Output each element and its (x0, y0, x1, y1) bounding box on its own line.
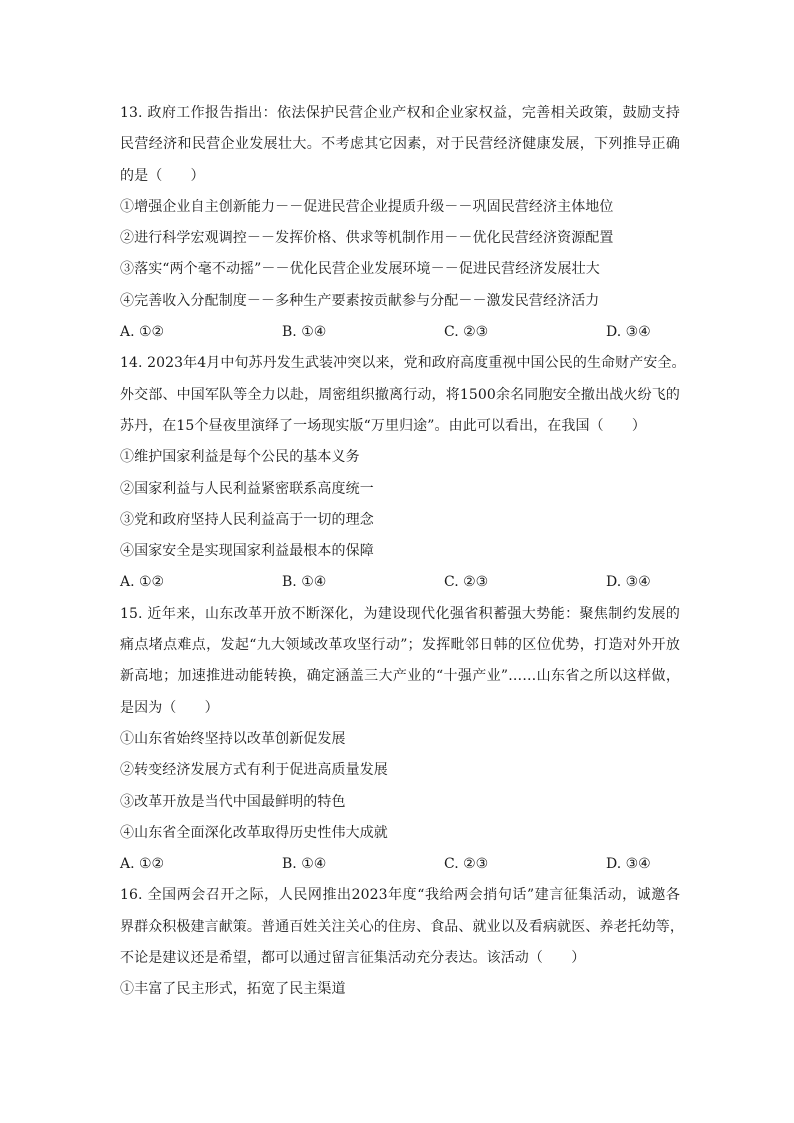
statement-option: ④完善收入分配制度－－多种生产要素按贡献参与分配－－激发民营经济活力 (120, 292, 600, 309)
choice-d: D. ③④ (606, 324, 651, 341)
answer-choices (120, 567, 680, 598)
question-stem-line: 痛点堵点难点，发起“九大领域改革攻坚行动”；发挥毗邻日韩的区位优势，打造对外开放 (120, 637, 680, 654)
statement-option: ①增强企业自主创新能力－－促进民营企业提质升级－－巩固民营经济主体地位 (120, 198, 614, 215)
question-stem-line: 14. 2023年4月中旬苏丹发生武装冲突以来，党和政府高度重视中国公民的生命财产安全。 (120, 355, 686, 372)
question-stem-line: 民营经济和民营企业发展壮大。不考虑其它因素，对于民营经济健康发展，下列推导正确 (120, 136, 680, 153)
statement-option: ②转变经济发展方式有利于促进高质量发展 (120, 762, 388, 779)
choice-a: A. ①② (120, 324, 165, 341)
statement-option: ③改革开放是当代中国最鲜明的特色 (120, 793, 346, 810)
question-16 (120, 880, 684, 1005)
choice-a: A. ①② (120, 574, 165, 591)
statement-option: ②进行科学宏观调控－－发挥价格、供求等机制作用－－优化民营经济资源配置 (120, 230, 614, 247)
choice-d: D. ③④ (606, 856, 651, 873)
question-stem-line: 苏丹，在15个昼夜里演绎了一场现实版“万里归途”。由此可以看出，在我国（ ） (120, 417, 647, 434)
choice-b: B. ①④ (282, 574, 327, 591)
statement-option: ①维护国家利益是每个公民的基本义务 (120, 449, 360, 466)
question-stem-line: 外交部、中国军队等全力以赴，周密组织撤离行动，将1500余名同胞安全撤出战火纷飞的 (120, 386, 680, 403)
exam-content (120, 98, 686, 1006)
choice-d: D. ③④ (606, 574, 651, 591)
choice-b: B. ①④ (282, 324, 327, 341)
answer-choices (120, 849, 680, 880)
statement-option: ①山东省始终坚持以改革创新促发展 (120, 730, 346, 747)
statement-option: ②国家利益与人民利益紧密联系高度统一 (120, 480, 374, 497)
choice-c: C. ②③ (444, 324, 489, 341)
question-stem-line: 16. 全国两会召开之际，人民网推出2023年度“我给两会捎句话”建言征集活动，诚邀各 (120, 887, 680, 904)
question-stem-line: 界群众积极建言献策。普通百姓关注关心的住房、食品、就业以及看病就医、养老托幼等， (120, 918, 684, 935)
question-14 (120, 348, 686, 598)
statement-option: ④国家安全是实现国家利益最根本的保障 (120, 543, 374, 560)
choice-b: B. ①④ (282, 856, 327, 873)
answer-choices (120, 317, 680, 348)
question-13 (120, 98, 680, 348)
statement-option: ③党和政府坚持人民利益高于一切的理念 (120, 511, 374, 528)
statement-option: ③落实“两个毫不动摇”－－优化民营企业发展环境－－促进民营经济发展壮大 (120, 261, 600, 278)
choice-c: C. ②③ (444, 574, 489, 591)
question-stem-line: 不论是建议还是希望，都可以通过留言征集活动充分表达。该活动（ ） (120, 950, 586, 967)
question-stem-line: 是因为（ ） (120, 699, 219, 716)
question-stem-line: 15. 近年来，山东改革开放不断深化，为建设现代化强省积蓄强大势能：聚焦制约发展的 (120, 605, 680, 622)
choice-c: C. ②③ (444, 856, 489, 873)
statement-option: ①丰富了民主形式，拓宽了民主渠道 (120, 981, 346, 998)
question-stem-line: 新高地；加速推进动能转换，确定涵盖三大产业的“十强产业”……山东省之所以这样做， (120, 668, 680, 685)
question-stem-line: 13. 政府工作报告指出：依法保护民营企业产权和企业家权益，完善相关政策，鼓励支持 (120, 105, 680, 121)
statement-option: ④山东省全面深化改革取得历史性伟大成就 (120, 824, 388, 841)
choice-a: A. ①② (120, 856, 165, 873)
question-15 (120, 599, 680, 881)
question-stem-line: 的是（ ） (120, 167, 205, 184)
